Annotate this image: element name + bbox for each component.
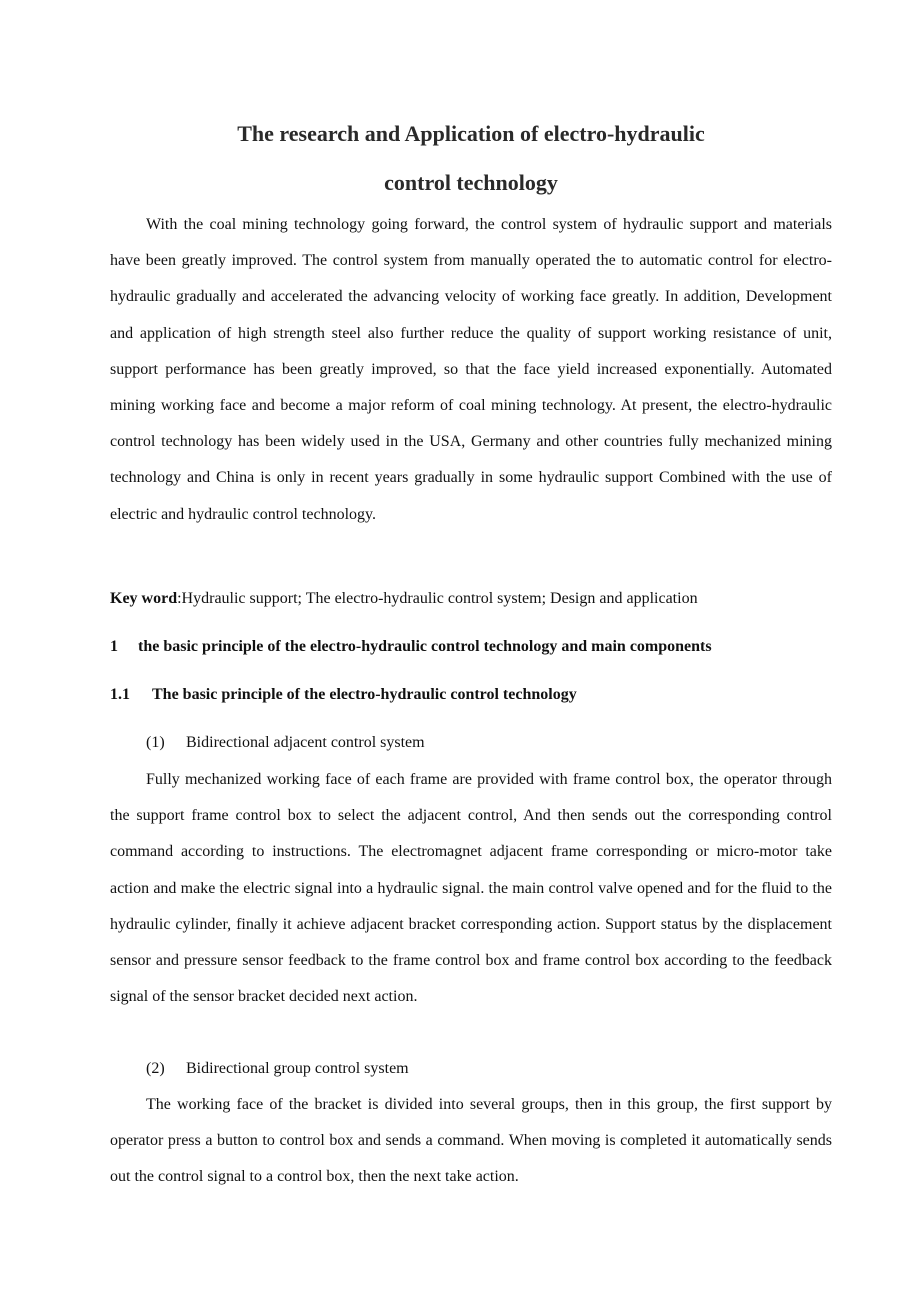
keywords-text: :Hydraulic support; The electro-hydraulic control system; Design and application <box>177 590 698 607</box>
document-title-line-2: control technology <box>384 170 558 195</box>
section-1-1-title: The basic principle of the electro-hydraulic control technology <box>152 686 577 703</box>
item-1-paragraph: Fully mechanized working face of each frame are provided with frame control box, the operator through the support frame control box to select the adjacent control, And then sends out the corresponding control command according to instructions. The electromagnet adjacent frame corresponding or micro-motor take action and make the electric signal into a hydraulic signal. the main control valve opened and for the fluid to the hydraulic cylinder, finally it achieve adjacent bracket corresponding action. Support status by the displacement sensor and pressure sensor feedback to the frame control box and frame control box according to the feedback signal of the sensor bracket decided next action. <box>110 771 832 1006</box>
item-1-title: Bidirectional adjacent control system <box>186 734 425 751</box>
abstract-paragraph: With the coal mining technology going forward, the control system of hydraulic support and materials have been greatly improved. The control system from manually operated the to automatic control for electro-hydraulic gradually and accelerated the advancing velocity of working face greatly. In addition, Development and application of high strength steel also further reduce the quality of support working resistance of unit, support performance has been greatly improved, so that the face yield increased exponentially. Automated mining working face and become a major reform of coal mining technology. At present, the electro-hydraulic control technology has been widely used in the USA, Germany and other countries fully mechanized mining technology and China is only in recent years gradually in some hydraulic support Combined with the use of electric and hydraulic control technology. <box>110 216 832 523</box>
keywords-line <box>110 581 832 617</box>
section-1-number: 1 <box>110 638 118 655</box>
item-2-number: (2) <box>146 1060 165 1077</box>
item-2-paragraph: The working face of the bracket is divided into several groups, then in this group, the first support by operator press a button to control box and sends a command. When moving is completed it automatically sends out the control signal to a control box, then the next take action. <box>110 1096 832 1186</box>
item-2-title: Bidirectional group control system <box>186 1060 409 1077</box>
item-2-heading <box>110 1051 832 1087</box>
section-1-1-number: 1.1 <box>110 686 130 703</box>
section-1-heading <box>110 629 832 665</box>
keywords-label: Key word <box>110 590 178 607</box>
section-1-1-heading <box>110 677 832 713</box>
section-1-title: the basic principle of the electro-hydraulic control technology and main components <box>138 638 712 655</box>
item-1-number: (1) <box>146 734 165 751</box>
document-title-line-1: The research and Application of electro-hydraulic <box>237 121 705 146</box>
item-1-heading <box>110 725 832 761</box>
